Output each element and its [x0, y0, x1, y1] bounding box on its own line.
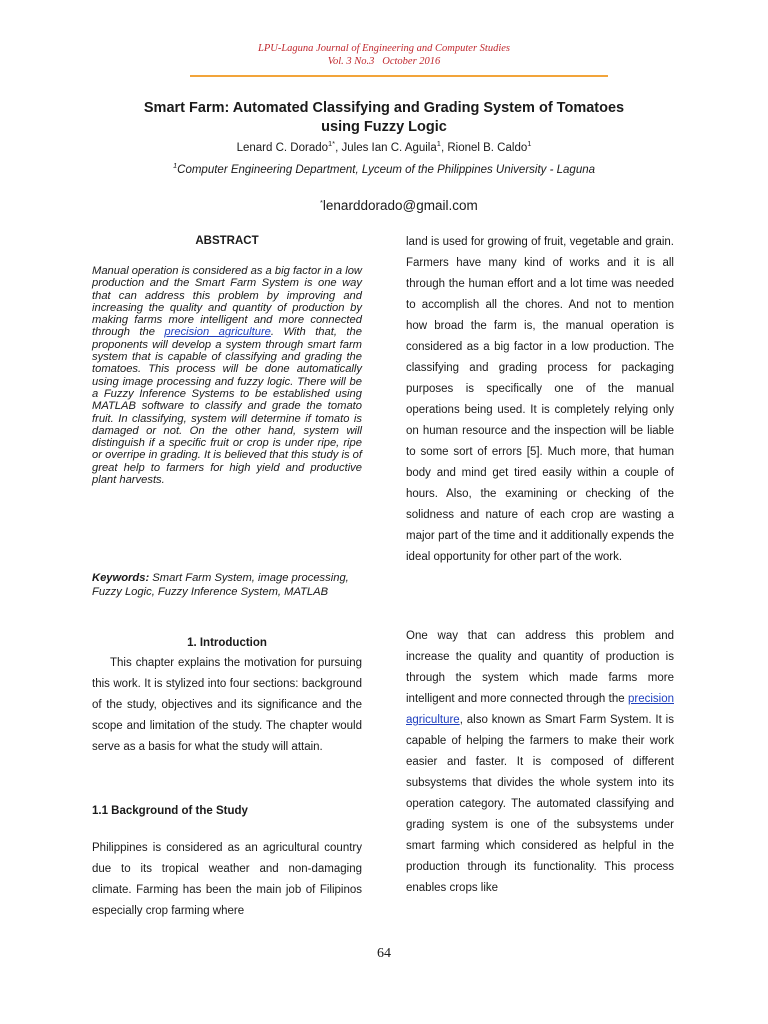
keywords-label: Keywords: — [92, 572, 150, 584]
abstract-heading: ABSTRACT — [195, 235, 259, 247]
affiliation-text: Computer Engineering Department, Lyceum of the Philippines University - Laguna — [177, 164, 596, 176]
author-marker: 1 — [436, 139, 441, 148]
author-name: Lenard C. Dorado — [236, 142, 329, 154]
right-column-paragraph-2 — [406, 626, 674, 899]
title-line-2: using Fuzzy Logic — [321, 119, 447, 135]
background-text: Philippines is considered as an agricultural country due to its tropical weather and non-damaging climate. Farming has been the main job of Filipinos especially crop farming where — [92, 842, 362, 917]
email-text[interactable]: lenarddorado@gmail.com — [322, 198, 478, 213]
right-column-paragraph-1: land is used for growing of fruit, vegetable and grain. Farmers have many kind of works and it is all through the human effort and a lot time was needed to accomplish all the chores. And not to mention how broad the farm is, the manual operation is considered as a big factor in a low production. The classifying and grading process for packaging purposes is specifically one of the manual operations being used. It is completely relying only on human resource and the inspection will be liable to some sort of errors [5]. Much more, that human body and mind get tired easily within a couple of hours. Also, the examining or checking of the solidness and nature of each crop are wasting a major part of the time and it additionally expends the ideal opportunity for other part of the work. — [406, 236, 674, 563]
author-email — [320, 197, 478, 215]
affiliation-marker: 1 — [172, 161, 178, 170]
abstract-text-part: . With that, the proponents will develop a system through smart farm system that is capable of classifying and grading the tomatoes. This process will be done automatically using image processing and fuzzy logic. There will be a Fuzzy Inference Systems to be established using MATLAB software to classify and grade the tomato fruit. In classifying, system will determine if tomato is damaged or not. On the other hand, system will distinguish if a specific fruit or crop is under ripe, ripe or overripe in grading. It is believed that this study is of great help to farmers for high yield and productive plant harvests. — [92, 326, 362, 487]
paragraph-text-part: One way that can address this problem and increase the quality and quantity of production is through the system which made farms more intelligent and more connected through the — [406, 630, 674, 705]
title-line-1: Smart Farm: Automated Classifying and Grading System of Tomatoes — [143, 100, 625, 116]
abstract-text-part: Manual operation is considered as a big factor in a low production and the Smart Farm System is one way that can address this problem by improving and increasing the quality and quantity of production by making farms more intelligent and more connected through the — [92, 265, 362, 339]
keywords-text: Smart Farm System, image processing, Fuzzy Logic, Fuzzy Inference System, MATLAB — [92, 572, 349, 598]
abstract-text — [92, 265, 362, 486]
author-marker: 1* — [328, 139, 336, 148]
author-name: Jules Ian C. Aguila — [341, 142, 437, 154]
header-rule — [190, 75, 608, 77]
introduction-text: This chapter explains the motivation for pursuing this work. It is stylized into four sections: background of the study, objectives and its significance and the scope and limitation of the study. The chapter would serve as a basis for what the study will attain. — [92, 657, 362, 753]
keywords — [92, 572, 362, 599]
journal-header — [0, 42, 768, 68]
precision-agriculture-link[interactable]: precision agriculture — [406, 693, 674, 726]
paragraph-text-part: , also known as Smart Farm System. It is capable of helping the farmers to make their work easier and faster. It is composed of different subsystems that divides the whole system into its operation category. The automated classifying and grading system is one of the subsystems under smart farming which considered as helpful in the production through its functionality. This process enables crops like — [406, 714, 674, 894]
author-list: Lenard C. Dorado$^{1*}$, Jules Ian C. Aguila$^1$, Rionel B. Caldo$^1$ — [236, 139, 532, 154]
introduction-heading: 1. Introduction — [187, 637, 267, 649]
precision-agriculture-link[interactable]: precision agriculture — [164, 326, 271, 339]
author-name: Rionel B. Caldo — [447, 142, 528, 154]
affiliation — [0, 163, 768, 177]
author-marker: 1 — [527, 139, 532, 148]
page-number: 64 — [377, 946, 391, 961]
email-marker: * — [320, 198, 323, 207]
background-heading: 1.1 Background of the Study — [92, 805, 248, 817]
journal-name: LPU-Laguna Journal of Engineering and Computer Studies — [258, 43, 510, 54]
journal-volume: Vol. 3 No.3 October 2016 — [327, 56, 441, 67]
paper-title — [90, 99, 678, 137]
